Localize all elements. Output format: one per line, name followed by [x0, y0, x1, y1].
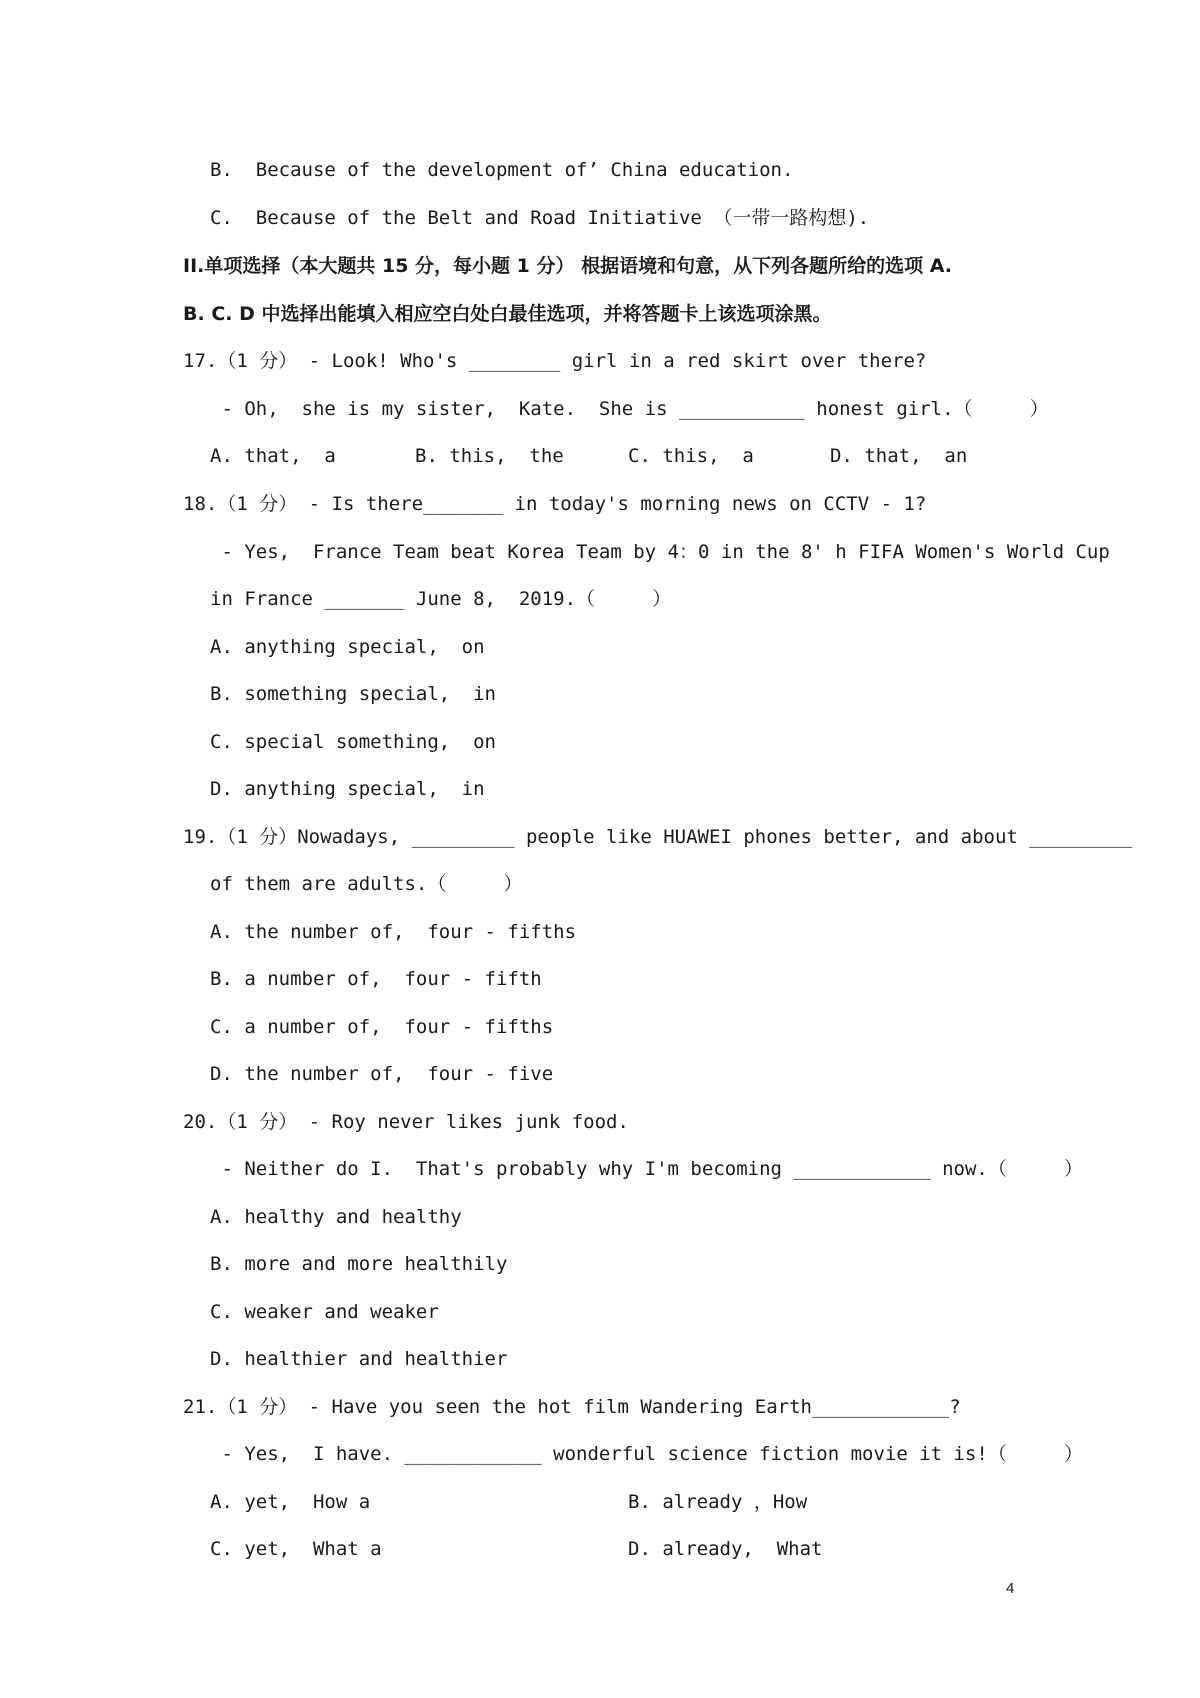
q20-option-c: C. weaker and weaker [210, 1301, 439, 1323]
q18-option-c: C. special something, on [210, 731, 496, 753]
page-number: 4 [1006, 1580, 1015, 1597]
q20-stem: 20.（1 分） - Roy never likes junk food. [183, 1111, 629, 1133]
q20-option-a: A. healthy and healthy [210, 1206, 462, 1228]
q18-option-a: A. anything special, on [210, 636, 485, 658]
q17-option-b: B. this, the [415, 445, 564, 467]
section-heading-line1: II.单项选择（本大题共 15 分，每小题 1 分） 根据语境和句意，从下列各题所给的选项 A. [183, 255, 952, 277]
q19-option-b: B. a number of, four - fifth [210, 968, 542, 990]
q21-stem-cont: - Yes, I have. ____________ wonderful science fiction movie it is!（ ） [210, 1443, 1084, 1465]
q21-option-b: B. already ，How [628, 1491, 808, 1513]
q20-option-b: B. more and more healthily [210, 1253, 508, 1275]
q21-option-c: C. yet, What a [210, 1538, 382, 1560]
q16-option-b: B. Because of the development of’ China education. [210, 159, 794, 181]
q21-stem: 21.（1 分） - Have you seen the hot film Wandering Earth____________? [183, 1396, 961, 1418]
q21-options-row2 [210, 1535, 1030, 1563]
q21-options-row1 [210, 1488, 1030, 1516]
q19-stem: 19.（1 分）Nowadays, _________ people like HUAWEI phones better, and about _________ [183, 826, 1133, 848]
q18-stem: 18.（1 分） - Is there_______ in today's morning news on CCTV - 1? [183, 493, 927, 515]
q17-option-d: D. that, an [830, 445, 968, 467]
q19-stem-cont: of them are adults.（ ） [210, 873, 523, 895]
q19-option-a: A. the number of, four - fifths [210, 921, 577, 943]
q19-option-d: D. the number of, four - five [210, 1063, 554, 1085]
q17-option-c: C. this, a [628, 445, 754, 467]
q17-stem-cont: - Oh, she is my sister, Kate. She is ___________ honest girl.（ ） [210, 398, 1049, 420]
q18-stem-cont-2: in France _______ June 8, 2019.（ ） [210, 588, 672, 610]
section-heading-line2: B. C. D 中选择出能填入相应空白处白最佳选项，并将答题卡上该选项涂黑。 [183, 303, 832, 325]
q18-option-b: B. something special, in [210, 683, 496, 705]
q17-stem: 17.（1 分） - Look! Who's ________ girl in a red skirt over there? [183, 350, 927, 372]
q17-option-a: A. that, a [210, 445, 336, 467]
q19-option-c: C. a number of, four - fifths [210, 1016, 554, 1038]
q17-options [210, 442, 1030, 470]
q20-stem-cont: - Neither do I. That's probably why I'm becoming ____________ now.（ ） [210, 1158, 1084, 1180]
q16-option-c: C. Because of the Belt and Road Initiative （一带一路构想). [210, 207, 870, 229]
q20-option-d: D. healthier and healthier [210, 1348, 508, 1370]
q18-stem-cont-1: - Yes, France Team beat Korea Team by 4：0 in the 8' h FIFA Women's World Cup [210, 541, 1110, 563]
q21-option-a: A. yet, How a [210, 1491, 371, 1513]
q18-option-d: D. anything special, in [210, 778, 485, 800]
q21-option-d: D. already, What [628, 1538, 823, 1560]
